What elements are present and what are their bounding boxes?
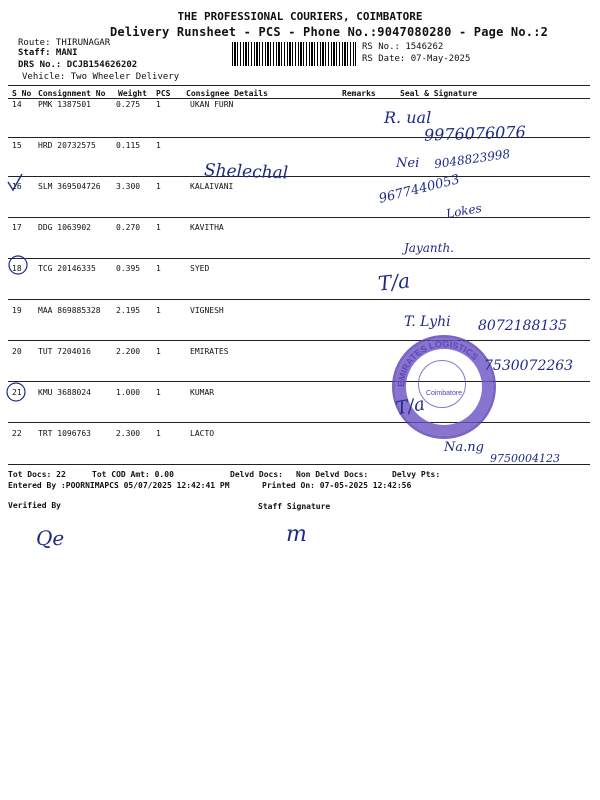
entered-by: Entered By :POORNIMAPCS 05/07/2025 12:42:41 PM (8, 481, 230, 490)
delivered-docs: Delvd Docs: (230, 470, 283, 479)
sno: 14 (12, 100, 22, 109)
printed-on: Printed On: 07-05-2025 12:42:56 (262, 481, 412, 490)
signature-16: Shelechal (203, 160, 289, 184)
pcs: 1 (156, 141, 161, 150)
signature-22: Na.ng (444, 440, 484, 455)
weight: 3.300 (116, 182, 141, 191)
rs-number: RS No.: 1546262 (362, 42, 444, 52)
weight: 1.000 (116, 388, 141, 397)
consignee: KAVITHA (190, 223, 224, 232)
pcs: 1 (156, 306, 161, 315)
phone-14: 9976076076 (423, 122, 527, 145)
weight: 0.275 (116, 100, 141, 109)
phone-19: 8072188135 (478, 318, 568, 334)
weight: 0.395 (116, 264, 141, 273)
sno: 21 (12, 388, 22, 397)
consignment-no: MAA 869885328 (38, 306, 101, 315)
weight: 2.300 (116, 429, 141, 438)
table-top-line (8, 85, 590, 86)
consignee: KUMAR (190, 388, 215, 397)
pcs: 1 (156, 388, 161, 397)
staff-signature-label: Staff Signature (258, 502, 331, 511)
weight: 0.270 (116, 223, 141, 232)
signature-21: T/a (394, 393, 427, 420)
non-delivered-docs: Non Delvd Docs: (296, 470, 369, 479)
row-divider (8, 340, 590, 341)
consignee: EMIRATES (190, 347, 229, 356)
consignment-no: SLM 369504726 (38, 182, 101, 191)
route-label: Route: THIRUNAGAR (18, 38, 111, 48)
weight: 2.195 (116, 306, 141, 315)
consignment-no: TRT 1096763 (38, 429, 91, 438)
sno: 15 (12, 141, 22, 150)
signature-14: R. ual (384, 108, 432, 127)
svg-text:EMIRATES LOGISTICS: EMIRATES LOGISTICS (395, 338, 480, 388)
total-cod: Tot COD Amt: 0.00 (92, 470, 174, 479)
row-divider (8, 299, 590, 300)
staff-label: Staff: MANI (18, 48, 78, 58)
phone-22: 9750004123 (490, 452, 560, 465)
stamp-text (392, 335, 496, 439)
weight: 0.115 (116, 141, 141, 150)
col-sno: S No (12, 89, 32, 98)
staff-signature: m (286, 522, 307, 547)
pcs: 1 (156, 264, 161, 273)
col-pcs: PCS (156, 89, 171, 98)
sno: 18 (12, 264, 22, 273)
phone-15: 9048823998 (433, 146, 511, 172)
vehicle-label: Vehicle: Two Wheeler Delivery (22, 72, 180, 82)
sno: 20 (12, 347, 22, 356)
row-divider (8, 176, 590, 177)
row-divider (8, 422, 590, 423)
row-divider (8, 217, 590, 218)
drs-number: DRS No.: DCJB154626202 (18, 60, 138, 70)
delivery-points: Delvy Pts: (392, 470, 441, 479)
consignment-no: TUT 7204016 (38, 347, 91, 356)
pcs: 1 (156, 223, 161, 232)
verified-by-label: Verified By (8, 501, 61, 510)
consignment-no: TCG 20146335 (38, 264, 96, 273)
pcs: 1 (156, 100, 161, 109)
col-seal: Seal & Signature (400, 89, 478, 98)
signature-18: T/a (376, 268, 412, 296)
phone-20: 7530072263 (484, 358, 574, 374)
row-divider (8, 381, 590, 382)
phone-16: 9677440053 (377, 172, 462, 207)
consignment-no: HRD 20732575 (38, 141, 96, 150)
row-divider (8, 258, 590, 259)
pcs: 1 (156, 347, 161, 356)
consignment-no: DDG 1063902 (38, 223, 91, 232)
signature-19: T. Lyhi (404, 314, 451, 330)
sno: 19 (12, 306, 22, 315)
rs-date: RS Date: 07-May-2025 (362, 54, 471, 64)
consignee: KALAIVANI (190, 182, 234, 191)
table-header-line (8, 98, 590, 99)
col-consignment: Consignment No (38, 89, 106, 98)
consignment-no: PMK 1387501 (38, 100, 91, 109)
pcs: 1 (156, 429, 161, 438)
signature-16b: Lokes (445, 201, 483, 221)
sno: 22 (12, 429, 22, 438)
svg-text:Coimbatore: Coimbatore (425, 390, 463, 397)
sno: 16 (12, 182, 22, 191)
pcs: 1 (156, 182, 161, 191)
runsheet-title: Delivery Runsheet - PCS - Phone No.:9047080280 - Page No.:2 (110, 25, 549, 39)
barcode (232, 42, 356, 66)
company-name: THE PROFESSIONAL COURIERS, COIMBATORE (177, 10, 423, 23)
signature-17: Jayanth. (404, 241, 454, 255)
sno: 17 (12, 223, 22, 232)
consignee: SYED (190, 264, 210, 273)
consignee: LACTO (190, 429, 215, 438)
consignment-no: KMU 3688024 (38, 388, 91, 397)
verified-signature: Qe (36, 526, 65, 550)
col-consignee: Consignee Details (186, 89, 268, 98)
weight: 2.200 (116, 347, 141, 356)
total-docs: Tot Docs: 22 (8, 470, 66, 479)
consignee: UKAN FURN (190, 100, 234, 109)
signature-15: Nei (396, 156, 420, 171)
col-remarks: Remarks (342, 89, 376, 98)
consignee: VIGNESH (190, 306, 224, 315)
col-weight: Weight (118, 89, 147, 98)
handwritten-marks (0, 170, 40, 410)
